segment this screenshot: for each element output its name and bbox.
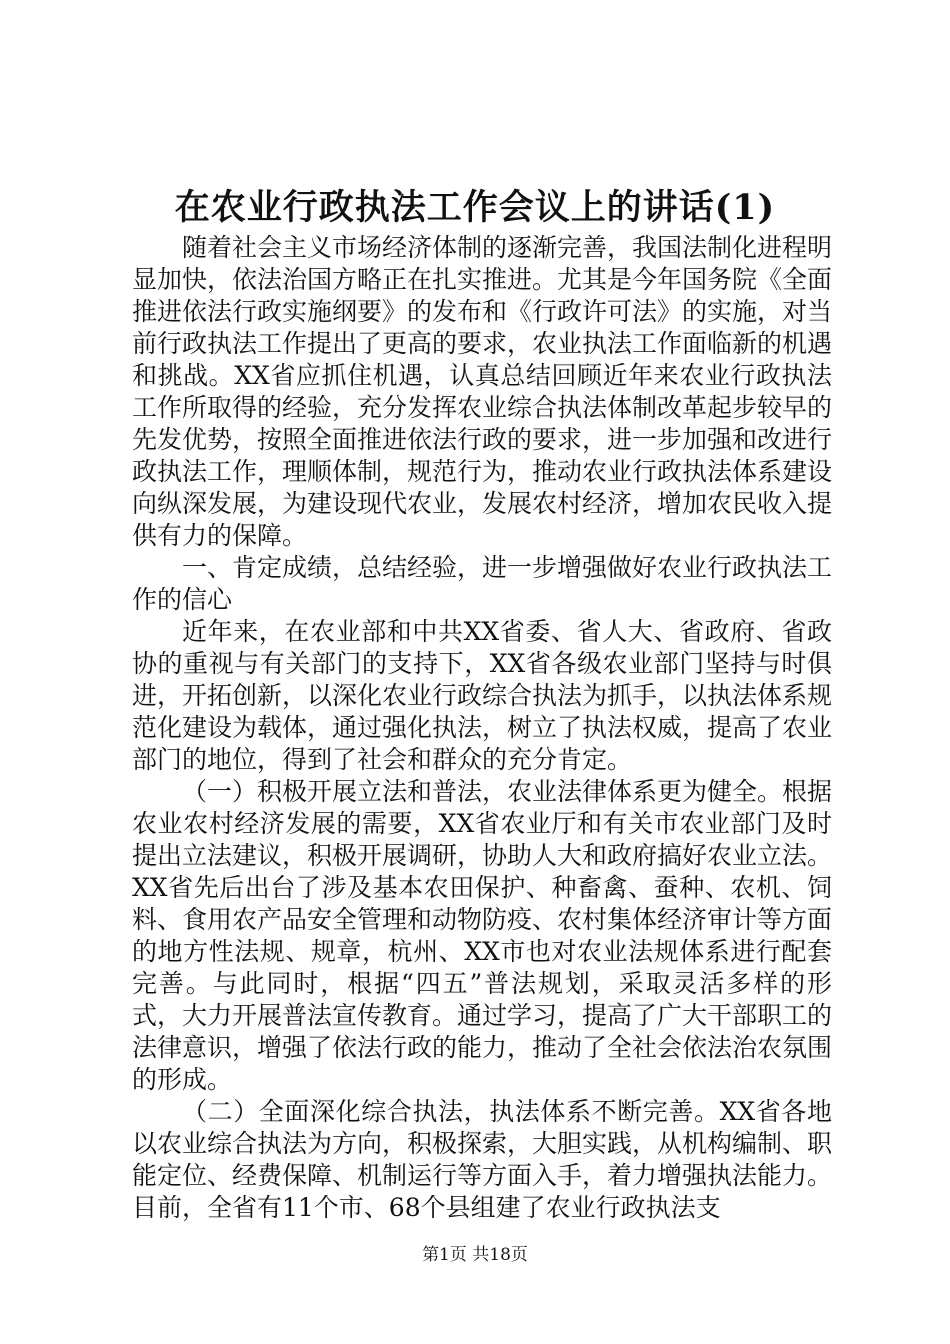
- paragraph-enforcement: （二）全面深化综合执法，执法体系不断完善。XX省各地以农业综合执法为方向，积极探索，大胆实践，从机构编制、职能定位、经费保障、机制运行等方面入手，着力增强执法能力。目前，全省有11个市、68个县组建了农业行政执法支: [132, 1097, 833, 1222]
- page-number-footer: 第1页 共18页: [422, 1245, 528, 1265]
- section-heading-1: 一、肯定成绩，总结经验，进一步增强做好农业行政执法工作的信心: [132, 553, 833, 614]
- document-body: [132, 232, 832, 1224]
- document-title: 在农业行政执法工作会议上的讲话(1): [174, 187, 776, 228]
- paragraph-legislation: （一）积极开展立法和普法，农业法律体系更为健全。根据农业农村经济发展的需要，XX省农业厅和有关市农业部门及时提出立法建议，积极开展调研，协助人大和政府搞好农业立法。XX省先后出台了涉及基本农田保护、种畜禽、蚕种、农机、饲料、食用农产品安全管理和动物防疫、农村集体经济审计等方面的地方性法规、规章，杭州、XX市也对农业法规体系进行配套完善。与此同时，根据“四五”普法规划，采取灵活多样的形式，大力开展普法宣传教育。通过学习，提高了广大干部职工的法律意识，增强了依法行政的能力，推动了全社会依法治农氛围的形成。: [132, 777, 833, 1094]
- paragraph-intro: 随着社会主义市场经济体制的逐渐完善，我国法制化进程明显加快，依法治国方略正在扎实推进。尤其是今年国务院《全面推进依法行政实施纲要》的发布和《行政许可法》的实施，对当前行政执法工作提出了更高的要求，农业执法工作面临新的机遇和挑战。XX省应抓住机遇，认真总结回顾近年来农业行政执法工作所取得的经验，充分发挥农业综合执法体制改革起步较早的先发优势，按照全面推进依法行政的要求，进一步加强和改进行政执法工作，理顺体制，规范行为，推动农业行政执法体系建设向纵深发展，为建设现代农业，发展农村经济，增加农民收入提供有力的保障。: [132, 233, 833, 550]
- paragraph-achievements: 近年来，在农业部和中共XX省委、省人大、省政府、省政协的重视与有关部门的支持下，XX省各级农业部门坚持与时俱进，开拓创新，以深化农业行政综合执法为抓手，以执法体系规范化建设为载体，通过强化执法，树立了执法权威，提高了农业部门的地位，得到了社会和群众的充分肯定。: [132, 617, 833, 774]
